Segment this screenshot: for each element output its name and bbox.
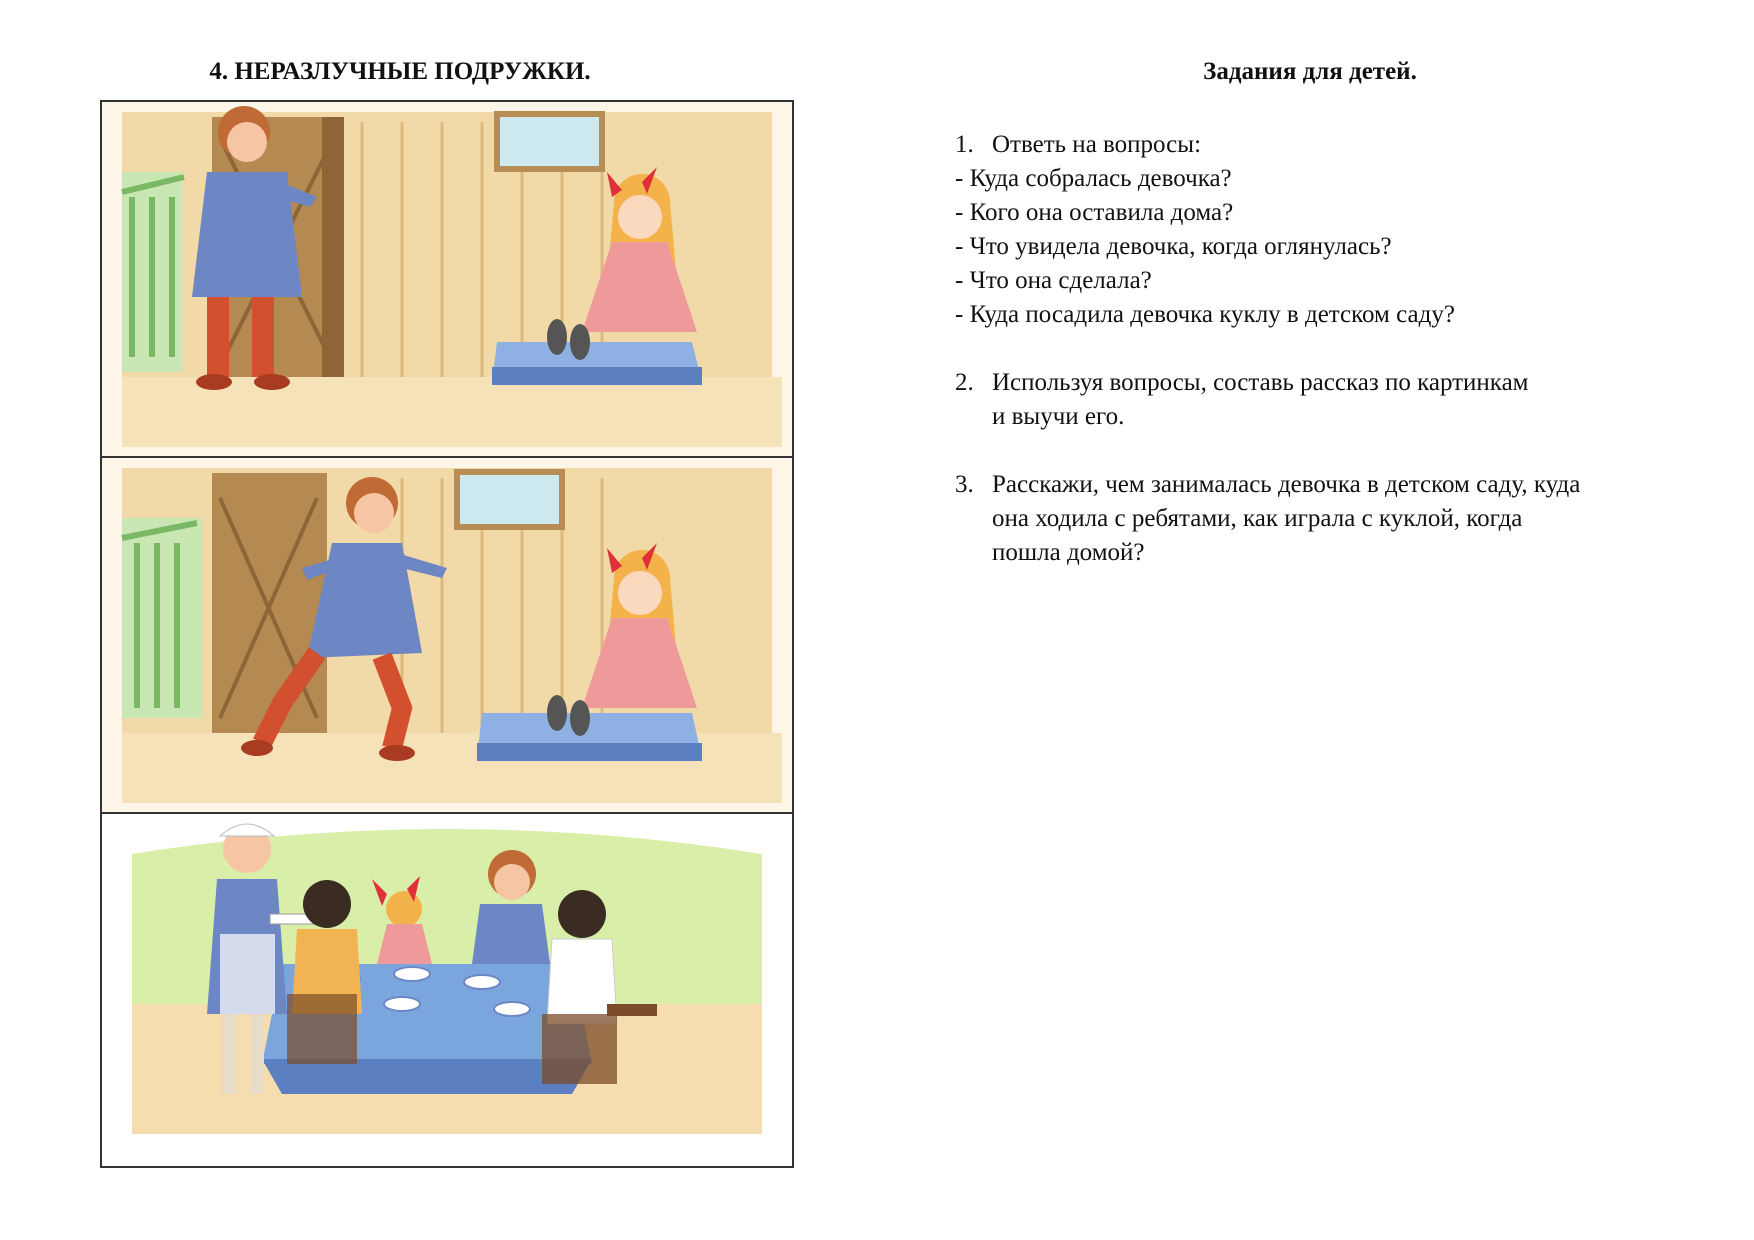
task-1-question: - Куда собралась девочка? — [955, 165, 1232, 192]
task-3-number: 3. — [955, 471, 974, 498]
kindergarten-table-illustration-icon — [102, 814, 792, 1166]
task-3-text-line-2: она ходила с ребятами, как играла с куклой, когда — [992, 505, 1523, 532]
page-title: 4. НЕРАЗЛУЧНЫЕ ПОДРУЖКИ. — [209, 58, 591, 85]
tasks-title: Задания для детей. — [1203, 58, 1417, 85]
task-1-heading: Ответь на вопросы: — [992, 131, 1202, 158]
girl-leaving-illustration-icon — [102, 102, 792, 456]
task-2-number: 2. — [955, 369, 974, 396]
task-2-text-line-1: Используя вопросы, составь рассказ по картинкам — [992, 369, 1529, 396]
task-1 — [955, 128, 1715, 332]
task-1-question: - Кого она оставила дома? — [955, 199, 1234, 226]
illustration-panel-2 — [102, 458, 792, 814]
task-3-text-line-3: пошла домой? — [992, 539, 1145, 566]
task-2 — [955, 366, 1715, 434]
tasks-list — [955, 128, 1715, 604]
task-1-question: - Куда посадила девочка куклу в детском саду? — [955, 301, 1455, 328]
illustration-panel-1 — [102, 102, 792, 458]
task-3-text-line-1: Расскажи, чем занималась девочка в детском саду, куда — [992, 471, 1581, 498]
task-1-number: 1. — [955, 131, 974, 158]
task-1-question: - Что она сделала? — [955, 267, 1152, 294]
girl-returning-illustration-icon — [102, 458, 792, 812]
illustration-panel-3 — [102, 814, 792, 1166]
task-2-text-line-2: и выучи его. — [992, 403, 1125, 430]
task-1-question: - Что увидела девочка, когда оглянулась? — [955, 233, 1392, 260]
task-3 — [955, 468, 1715, 570]
picture-story-frame — [100, 100, 794, 1168]
